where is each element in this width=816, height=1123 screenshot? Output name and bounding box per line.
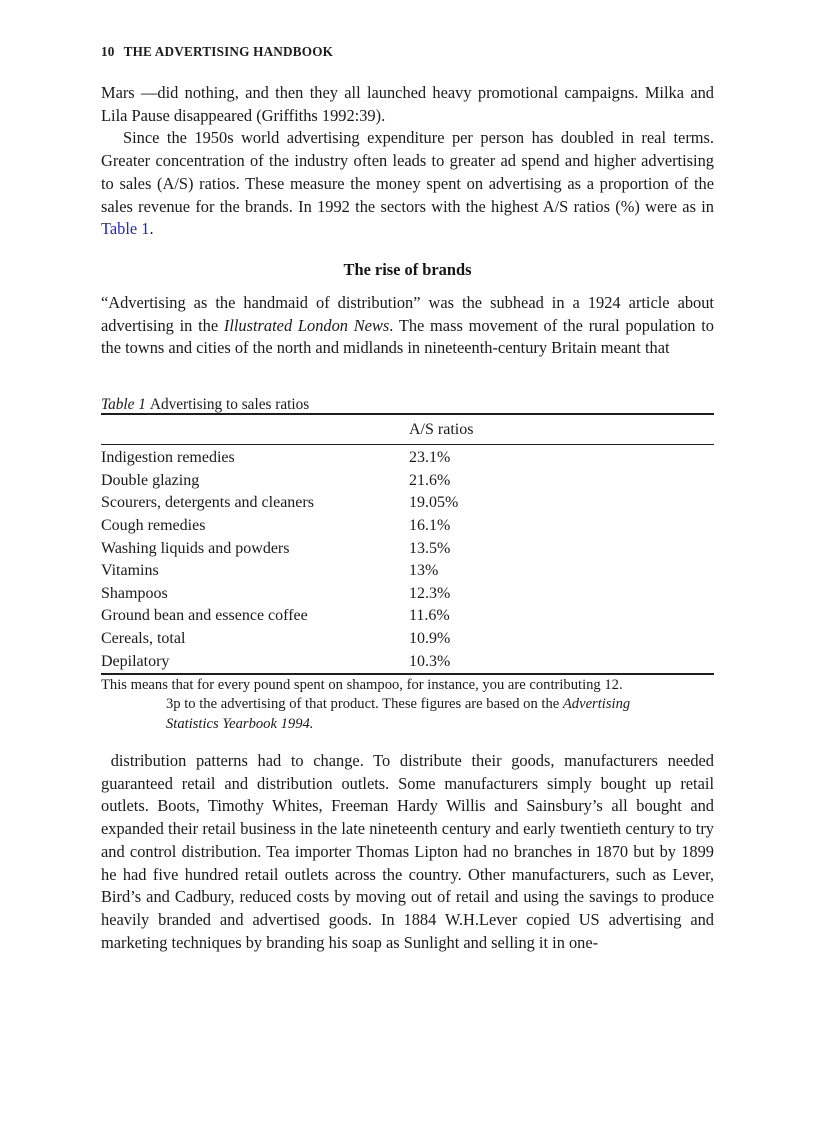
table-cell-category: Vitamins <box>101 562 159 580</box>
paragraph-4 <box>101 750 714 954</box>
source-title-part-1: Advertising <box>562 696 631 713</box>
paragraph-1 <box>101 82 714 127</box>
table-row <box>101 537 714 560</box>
table-cell-ratio: 21.6% <box>409 471 451 489</box>
paragraph-3-text-post: . The mass movement of the rural population to the towns and cities of the north and midlands in nineteenth-century Britain meant that <box>101 315 714 358</box>
table-footnote-line-2 <box>101 695 714 714</box>
source-title-part-2: Statistics Yearbook 1994. <box>166 715 314 732</box>
table-cell-category: Cereals, total <box>101 630 186 648</box>
table-1-crossref-link[interactable]: Table 1 <box>101 219 150 239</box>
table-cell-ratio: 13% <box>409 562 439 580</box>
paragraph-3 <box>101 292 714 360</box>
paragraph-4-text: distribution patterns had to change. To distribute their goods, manufacturers needed guaranteed retail and distribution outlets. Some manufacturers simply bought up retail outlets. Boots, Timothy Whites, Freeman Hardy Willis and Sainsbury’s all bought and expanded their retail business in the late nineteenth century and early twentieth century to try and control distribution. Tea importer Thomas Lipton had no branches in 1870 but by 1899 he had five hundred retail outlets across the country. Other manufacturers, such as Lever, Bird’s and Cadbury, reduced costs by moving out of retail and using the savings to produce heavily branded and advertised goods. In 1884 W.H.Lever copied US advertising and marketing techniques by branding his soap as Sunlight and selling it in one- <box>101 751 714 952</box>
table-cell-category: Ground bean and essence coffee <box>101 607 308 625</box>
page-folio-number: 10 <box>101 44 115 59</box>
table-cell-category: Shampoos <box>101 584 168 602</box>
table-header-cell-as-ratios: A/S ratios <box>409 420 474 438</box>
table-caption-number: Table 1 <box>101 396 146 413</box>
table-body <box>101 445 714 673</box>
table-cell-ratio: 19.05% <box>409 494 459 512</box>
table-cell-category: Indigestion remedies <box>101 449 235 467</box>
table-cell-category: Scourers, detergents and cleaners <box>101 494 314 512</box>
table-bottom-rule <box>101 673 714 675</box>
table-cell-ratio: 10.3% <box>409 652 451 670</box>
table-row <box>101 492 714 515</box>
table-row <box>101 650 714 673</box>
table-caption-text: Advertising to sales ratios <box>149 396 310 413</box>
table-cell-category: Cough remedies <box>101 517 206 535</box>
table-row <box>101 560 714 583</box>
body-paragraph-group-3 <box>101 750 714 954</box>
table-footnote-line-3 <box>101 715 714 734</box>
body-paragraph-group-2 <box>101 292 714 360</box>
paragraph-2-text-pre: Since the 1950s world advertising expenditure per person has doubled in real terms. Greater concentration of the industry often leads to greater ad spend and higher advertising to sales (A/S) ratios. These measure the money spent on advertising as a proportion of the sales revenue for the brands. In 1992 the sectors with the highest A/S ratios (%) were as in <box>101 128 714 216</box>
table-footnote-line-1: This means that for every pound spent on shampoo, for instance, you are contributing 12. <box>101 677 623 693</box>
table-cell-ratio: 16.1% <box>409 517 451 535</box>
table-row <box>101 583 714 606</box>
paragraph-2 <box>101 127 714 241</box>
table-row <box>101 605 714 628</box>
table-cell-ratio: 12.3% <box>409 584 451 602</box>
table-caption <box>101 395 714 414</box>
table-cell-category: Washing liquids and powders <box>101 539 290 557</box>
paragraph-2-text-post: . <box>149 219 154 239</box>
table-cell-ratio: 23.1% <box>409 449 451 467</box>
advertising-to-sales-ratios-table <box>101 413 714 675</box>
table-cell-ratio: 13.5% <box>409 539 451 557</box>
table-row <box>101 515 714 538</box>
table-cell-ratio: 10.9% <box>409 630 451 648</box>
section-heading: The rise of brands <box>343 260 472 279</box>
paragraph-3-text-pre: “Advertising as the handmaid of distribution” was the subhead in a 1924 article about advertising in the <box>101 293 714 335</box>
publication-title-illustrated-london-news: Illustrated London News <box>223 315 390 335</box>
table-cell-category: Depilatory <box>101 652 170 670</box>
body-paragraph-group-1 <box>101 82 714 241</box>
table-header-row <box>101 415 714 444</box>
table-footnote <box>101 676 714 734</box>
table-cell-category: Double glazing <box>101 471 200 489</box>
book-title: THE ADVERTISING HANDBOOK <box>123 44 334 59</box>
paragraph-1-text: Mars —did nothing, and then they all launched heavy promotional campaigns. Milka and Lila Pause disappeared (Griffiths 1992:39). <box>101 83 714 125</box>
table-footnote-line-2-text: 3p to the advertising of that product. These figures are based on the <box>166 696 563 713</box>
running-head <box>101 44 333 60</box>
table-row <box>101 470 714 493</box>
table-row <box>101 628 714 651</box>
table-cell-ratio: 11.6% <box>409 607 450 625</box>
table-row <box>101 447 714 470</box>
